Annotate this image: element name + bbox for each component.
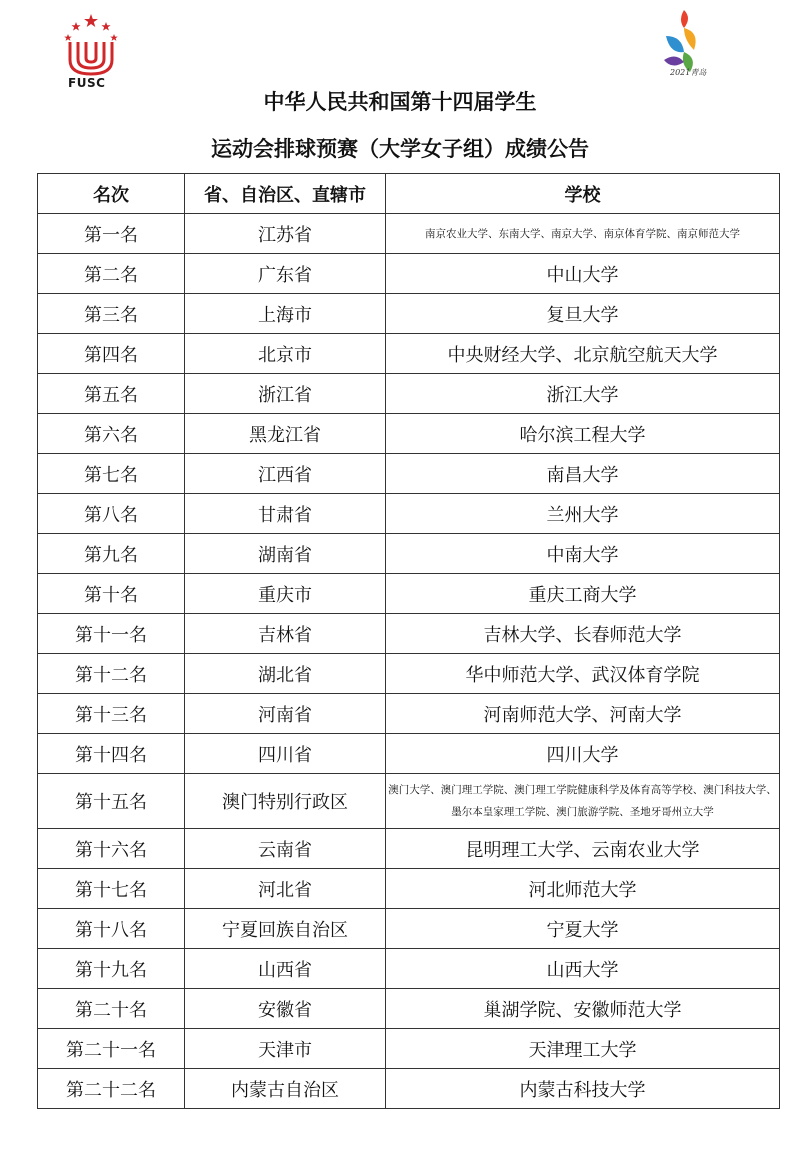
table-row — [38, 374, 780, 414]
rank-cell: 第二十一名 — [38, 1029, 185, 1069]
page-title-line2: 运动会排球预赛（大学女子组）成绩公告 — [211, 137, 589, 161]
rank-cell: 第十九名 — [38, 949, 185, 989]
school-cell: 天津理工大学 — [386, 1029, 780, 1069]
school-cell: 四川大学 — [386, 734, 780, 774]
rank-cell: 第十八名 — [38, 909, 185, 949]
region-cell: 重庆市 — [185, 574, 386, 614]
rank-cell: 第七名 — [38, 454, 185, 494]
games-logo-text: 2021青岛 — [670, 68, 707, 77]
school-cell: 澳门大学、澳门理工学院、澳门理工学院健康科学及体育高等学校、澳门科技大学、墨尔本皇家理工学院、澳门旅游学院、圣地牙哥州立大学 — [386, 774, 780, 829]
region-cell: 河南省 — [185, 694, 386, 734]
page-title-line1: 中华人民共和国第十四届学生 — [263, 90, 537, 114]
school-cell: 兰州大学 — [386, 494, 780, 534]
school-cell: 河北师范大学 — [386, 869, 780, 909]
school-cell: 中山大学 — [386, 254, 780, 294]
region-cell: 四川省 — [185, 734, 386, 774]
rank-cell: 第二十二名 — [38, 1069, 185, 1109]
table-row — [38, 654, 780, 694]
rank-cell: 第四名 — [38, 334, 185, 374]
school-cell: 南京农业大学、东南大学、南京大学、南京体育学院、南京师范大学 — [386, 214, 780, 254]
region-cell: 吉林省 — [185, 614, 386, 654]
region-cell: 广东省 — [185, 254, 386, 294]
table-row — [38, 989, 780, 1029]
table-row — [38, 534, 780, 574]
rank-cell: 第十七名 — [38, 869, 185, 909]
table-row — [38, 694, 780, 734]
table-row — [38, 829, 780, 869]
school-cell: 河南师范大学、河南大学 — [386, 694, 780, 734]
table-row — [38, 214, 780, 254]
table-row — [38, 734, 780, 774]
region-cell: 宁夏回族自治区 — [185, 909, 386, 949]
school-cell: 宁夏大学 — [386, 909, 780, 949]
rank-cell: 第五名 — [38, 374, 185, 414]
table-row — [38, 334, 780, 374]
school-cell: 重庆工商大学 — [386, 574, 780, 614]
table-row — [38, 909, 780, 949]
region-cell: 江苏省 — [185, 214, 386, 254]
table-header-row — [38, 174, 780, 214]
school-cell: 内蒙古科技大学 — [386, 1069, 780, 1109]
rank-cell: 第十三名 — [38, 694, 185, 734]
school-cell: 昆明理工大学、云南农业大学 — [386, 829, 780, 869]
school-cell: 吉林大学、长春师范大学 — [386, 614, 780, 654]
header-rank: 名次 — [38, 174, 185, 214]
header-school: 学校 — [386, 174, 780, 214]
results-table — [37, 173, 780, 1109]
table-row — [38, 1029, 780, 1069]
region-cell: 安徽省 — [185, 989, 386, 1029]
table-row — [38, 254, 780, 294]
rank-cell: 第十五名 — [38, 774, 185, 829]
school-cell: 华中师范大学、武汉体育学院 — [386, 654, 780, 694]
region-cell: 上海市 — [185, 294, 386, 334]
table-row — [38, 869, 780, 909]
school-cell: 复旦大学 — [386, 294, 780, 334]
school-cell: 中南大学 — [386, 534, 780, 574]
rank-cell: 第二十名 — [38, 989, 185, 1029]
school-cell: 南昌大学 — [386, 454, 780, 494]
school-cell: 巢湖学院、安徽师范大学 — [386, 989, 780, 1029]
table-row — [38, 574, 780, 614]
rank-cell: 第十名 — [38, 574, 185, 614]
rank-cell: 第三名 — [38, 294, 185, 334]
rank-cell: 第二名 — [38, 254, 185, 294]
table-row — [38, 294, 780, 334]
table-row — [38, 1069, 780, 1109]
region-cell: 山西省 — [185, 949, 386, 989]
region-cell: 澳门特别行政区 — [185, 774, 386, 829]
table-row — [38, 414, 780, 454]
school-cell: 哈尔滨工程大学 — [386, 414, 780, 454]
rank-cell: 第十二名 — [38, 654, 185, 694]
rank-cell: 第十六名 — [38, 829, 185, 869]
region-cell: 黑龙江省 — [185, 414, 386, 454]
region-cell: 浙江省 — [185, 374, 386, 414]
rank-cell: 第一名 — [38, 214, 185, 254]
region-cell: 湖北省 — [185, 654, 386, 694]
region-cell: 内蒙古自治区 — [185, 1069, 386, 1109]
school-cell: 山西大学 — [386, 949, 780, 989]
rank-cell: 第六名 — [38, 414, 185, 454]
region-cell: 河北省 — [185, 869, 386, 909]
table-row — [38, 774, 780, 829]
school-cell: 浙江大学 — [386, 374, 780, 414]
rank-cell: 第十一名 — [38, 614, 185, 654]
table-row — [38, 494, 780, 534]
fusc-logo-text: FUSC — [68, 76, 106, 90]
table-row — [38, 949, 780, 989]
rank-cell: 第八名 — [38, 494, 185, 534]
region-cell: 北京市 — [185, 334, 386, 374]
rank-cell: 第十四名 — [38, 734, 185, 774]
region-cell: 甘肃省 — [185, 494, 386, 534]
table-row — [38, 614, 780, 654]
school-cell: 中央财经大学、北京航空航天大学 — [386, 334, 780, 374]
table-row — [38, 454, 780, 494]
region-cell: 江西省 — [185, 454, 386, 494]
region-cell: 天津市 — [185, 1029, 386, 1069]
region-cell: 云南省 — [185, 829, 386, 869]
header-region: 省、自治区、直辖市 — [185, 174, 386, 214]
rank-cell: 第九名 — [38, 534, 185, 574]
region-cell: 湖南省 — [185, 534, 386, 574]
